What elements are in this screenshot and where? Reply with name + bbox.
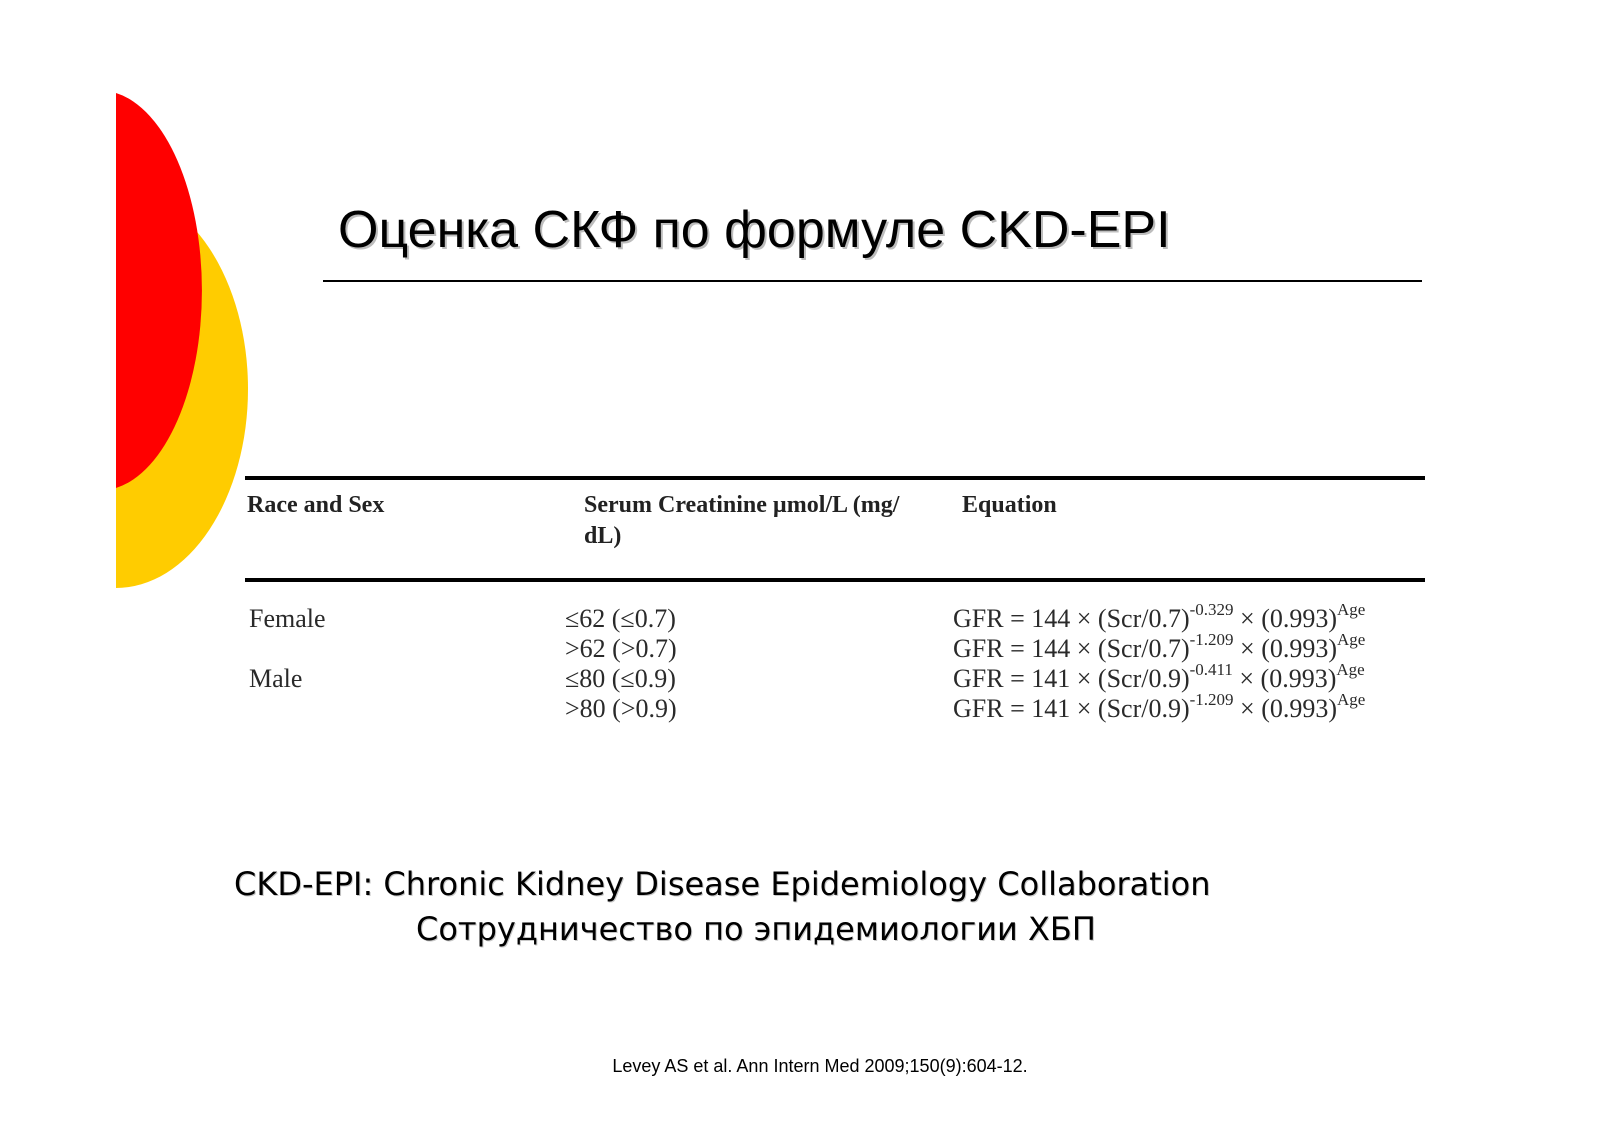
header-creatinine-line1: Serum Creatinine µmol/L (mg/ [584, 492, 900, 518]
equation-age-exponent: Age [1337, 600, 1366, 619]
table-header-rule [245, 578, 1425, 582]
equation-cell [953, 690, 1366, 724]
equation-base: GFR = 141 × (Scr/0.9) [953, 694, 1190, 723]
header-creatinine-line2: dL) [584, 523, 622, 549]
race-cell: Male [249, 664, 303, 693]
ckd-epi-definition-russian: Сотрудничество по эпидемиологии ХБП [416, 910, 1096, 948]
equation-multiplier: × (0.993) [1233, 634, 1338, 663]
creatinine-cell: >80 (>0.9) [565, 694, 677, 723]
equation-base: GFR = 144 × (Scr/0.7) [953, 634, 1190, 663]
table-row [245, 600, 1425, 634]
equation-cell [953, 660, 1365, 694]
equation-multiplier: × (0.993) [1233, 694, 1338, 723]
equation-multiplier: × (0.993) [1232, 664, 1337, 693]
table-row [245, 630, 1425, 664]
equation-multiplier: × (0.993) [1233, 604, 1338, 633]
header-race-sex: Race and Sex [247, 492, 385, 518]
equation-age-exponent: Age [1337, 630, 1366, 649]
table-top-rule [245, 476, 1425, 480]
equation-age-exponent: Age [1336, 660, 1365, 679]
table-row [245, 660, 1425, 694]
equation-exponent: -0.329 [1189, 600, 1234, 619]
decorative-circles [0, 0, 260, 600]
title-underline [323, 280, 1422, 282]
race-cell: Female [249, 604, 326, 633]
equation-cell [953, 630, 1366, 664]
table-row [245, 690, 1425, 724]
equation-exponent: -0.411 [1189, 660, 1233, 679]
creatinine-cell: ≤80 (≤0.9) [565, 664, 676, 693]
equation-exponent: -1.209 [1189, 690, 1234, 709]
header-equation: Equation [962, 492, 1057, 518]
creatinine-cell: ≤62 (≤0.7) [565, 604, 676, 633]
equation-base: GFR = 141 × (Scr/0.9) [953, 664, 1190, 693]
equation-cell [953, 600, 1366, 634]
header-creatinine [584, 490, 899, 552]
slide-title: Оценка СКФ по формуле CKD-EPI [338, 201, 1171, 259]
equation-base: GFR = 144 × (Scr/0.7) [953, 604, 1190, 633]
citation: Levey AS et al. Ann Intern Med 2009;150(9):604-12. [612, 1056, 1028, 1076]
equation-exponent: -1.209 [1189, 630, 1234, 649]
ckd-epi-definition-english: CKD-EPI: Chronic Kidney Disease Epidemiology Collaboration [234, 865, 1211, 903]
equation-age-exponent: Age [1337, 690, 1366, 709]
creatinine-cell: >62 (>0.7) [565, 634, 677, 663]
